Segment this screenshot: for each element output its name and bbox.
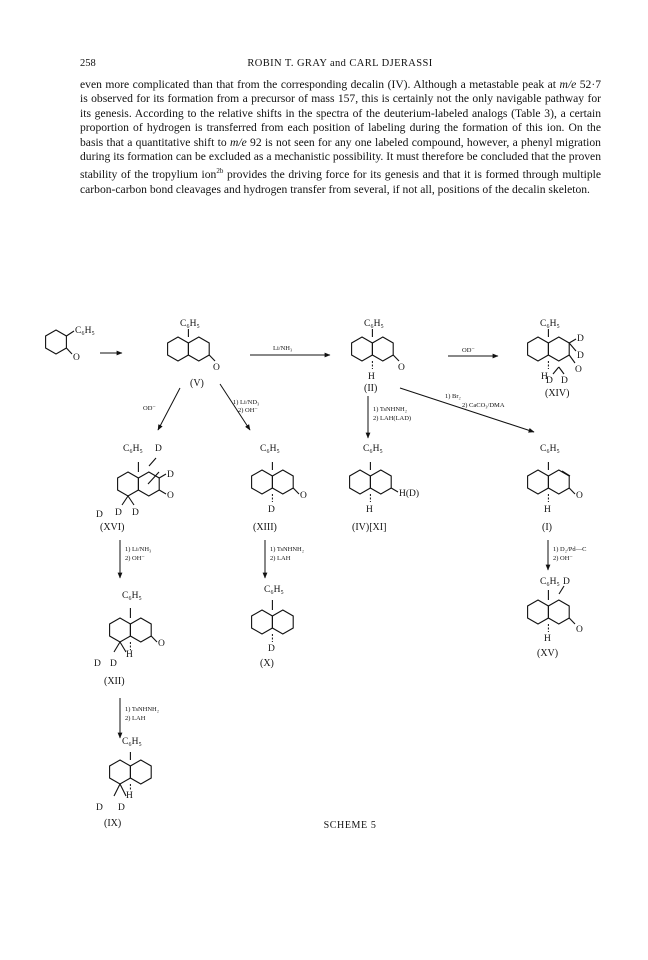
arrow-II-to-I xyxy=(400,388,534,432)
compound-label-XIV: (XIV) xyxy=(545,388,570,399)
phenyl-label: C₆H₅ xyxy=(123,444,143,454)
deuterium-label: D xyxy=(167,470,174,480)
phenyl-label: C₆H₅ xyxy=(75,326,95,336)
deuterium-label: D xyxy=(155,444,162,454)
reference-superscript: 2b xyxy=(216,167,224,176)
h-d-label: H(D) xyxy=(399,489,420,499)
structure-II xyxy=(352,319,405,394)
phenyl-label: C₆H₅ xyxy=(122,591,142,601)
text-segment: provides the driving force for its genesis and that it is formed through multiple carbon-carbon bond cleavages and hydrogen transfer from several, if not all, positions of the decalin skeleton. xyxy=(80,168,601,196)
phenyl-label: C₆H₅ xyxy=(260,444,280,454)
structure-XIV xyxy=(528,319,584,399)
reagent-li-nh3: Li/NH₃ xyxy=(273,345,293,352)
compound-label-XV: (XV) xyxy=(537,648,559,659)
deuterium-label: D xyxy=(96,510,103,520)
reagent-li-nd3: 1) Li/ND₃ xyxy=(233,399,260,406)
deuterium-label: D xyxy=(577,351,584,361)
mz-symbol: m/e xyxy=(229,135,247,149)
deuterium-label: D xyxy=(577,334,584,344)
deuterium-label: D xyxy=(94,659,101,669)
reagent-lah: 2) LAH xyxy=(270,555,291,562)
reagent-lah-lad: 2) LAH(LAD) xyxy=(373,415,412,422)
structure-IX xyxy=(96,737,151,829)
hydrogen-label: H xyxy=(366,505,373,515)
hydrogen-label: H xyxy=(544,634,551,644)
reagent-oh-minus: 2) OH⁻ xyxy=(125,555,145,562)
hydrogen-label: H xyxy=(126,650,133,660)
deuterium-label: D xyxy=(563,577,570,587)
oxygen-label: O xyxy=(576,491,583,501)
phenyl-label: C₆H₅ xyxy=(180,319,200,329)
reagent-br2: 1) Br₂ xyxy=(445,393,461,400)
structure-XIII xyxy=(252,444,307,533)
oxygen-label: O xyxy=(575,365,582,375)
reagent-tsnhnh2: 1) TsNHNH₂ xyxy=(270,546,305,553)
page-number: 258 xyxy=(80,58,96,69)
reagent-od-minus: OD⁻ xyxy=(143,405,156,412)
reagent-tsnhnh2: 1) TsNHNH₂ xyxy=(373,406,408,413)
phenyl-label: C₆H₅ xyxy=(540,319,560,329)
reagent-tsnhnh2: 1) TsNHNH₂ xyxy=(125,706,160,713)
structure-XII xyxy=(94,591,165,687)
oxygen-label: O xyxy=(213,363,220,373)
phenyl-label: C₆H₅ xyxy=(364,319,384,329)
hydrogen-label: H xyxy=(126,791,133,801)
deuterium-label: D xyxy=(268,644,275,654)
reagent-caco3: 2) CaCO₃/DMA xyxy=(462,402,505,409)
compound-label-X: (X) xyxy=(260,658,274,669)
text-segment: 52·7 is observed for its formation from a precursor of mass 157, this is certainly not the only navigable pathway for its genesis. According to the relative shifts in the spectra of the deuterium-labeled analogs (Table 3), a certain proportion of hydrogen is transferred from each position of labeling during the formation of this ion. On the basis that a quantitative shift to xyxy=(80,78,602,149)
mz-symbol: m/e xyxy=(559,78,577,91)
phenyl-label: C₆H₅ xyxy=(122,737,142,747)
compound-label-I: (I) xyxy=(542,522,552,533)
phenyl-label: C₆H₅ xyxy=(264,585,284,595)
deuterium-label: D xyxy=(96,803,103,813)
oxygen-label: O xyxy=(576,625,583,635)
deuterium-label: D xyxy=(546,376,553,386)
reagent-oh-minus: 2) OH⁻ xyxy=(553,555,573,562)
deuterium-label: D xyxy=(118,803,125,813)
compound-label-II: (II) xyxy=(364,383,378,394)
running-head-authors: ROBIN T. GRAY and CARL DJERASSI xyxy=(247,58,433,69)
compound-label-V: (V) xyxy=(190,378,204,389)
structure-V xyxy=(168,319,220,389)
deuterium-label: D xyxy=(561,376,568,386)
reagent-oh-minus: 2) OH⁻ xyxy=(238,407,258,414)
oxygen-label: O xyxy=(300,491,307,501)
arrow-V-to-XVI xyxy=(158,388,180,430)
oxygen-label: O xyxy=(167,491,174,501)
compound-label-IX: (IX) xyxy=(104,818,122,829)
deuterium-label: D xyxy=(132,508,139,518)
reagent-d2-pd-c: 1) D₂/Pd—C xyxy=(553,546,587,553)
compound-label-IV-XI: (IV)[XI] xyxy=(352,522,387,533)
deuterium-label: D xyxy=(268,505,275,515)
hydrogen-label: H xyxy=(541,372,548,382)
structure-IV-XI xyxy=(350,444,419,533)
oxygen-label: O xyxy=(158,639,165,649)
structure-I xyxy=(528,444,583,533)
structure-X xyxy=(252,585,294,669)
scheme-caption: SCHEME 5 xyxy=(323,820,377,831)
hydrogen-label: H xyxy=(544,505,551,515)
deuterium-label: D xyxy=(110,659,117,669)
phenyl-label: C₆H₅ xyxy=(363,444,383,454)
compound-label-XIII: (XIII) xyxy=(253,522,277,533)
structure-XVI xyxy=(96,444,174,533)
deuterium-label: D xyxy=(115,508,122,518)
reagent-li-nh3: 1) Li/NH₃ xyxy=(125,546,152,553)
compound-label-XII: (XII) xyxy=(104,676,125,687)
reagent-od-minus: OD⁻ xyxy=(462,347,475,354)
hydrogen-label: H xyxy=(368,372,375,382)
phenyl-label: C₆H₅ xyxy=(540,577,560,587)
structure-XV xyxy=(528,577,583,659)
reagent-lah: 2) LAH xyxy=(125,715,146,722)
text-segment: 92 is not seen for any one labeled compound, however, a phenyl migration during its formation can be excluded as a mechanistic possibility. It must therefore be concluded that the proven stability of the tropylium ion xyxy=(80,135,601,182)
oxygen-label: O xyxy=(398,363,405,373)
text-segment: even more complicated than that from the corresponding decalin (IV). Although a metastable peak at xyxy=(80,78,560,91)
oxygen-label: O xyxy=(73,353,80,363)
phenyl-label: C₆H₅ xyxy=(540,444,560,454)
structure-start-ketone xyxy=(46,326,95,363)
compound-label-XVI: (XVI) xyxy=(100,522,125,533)
